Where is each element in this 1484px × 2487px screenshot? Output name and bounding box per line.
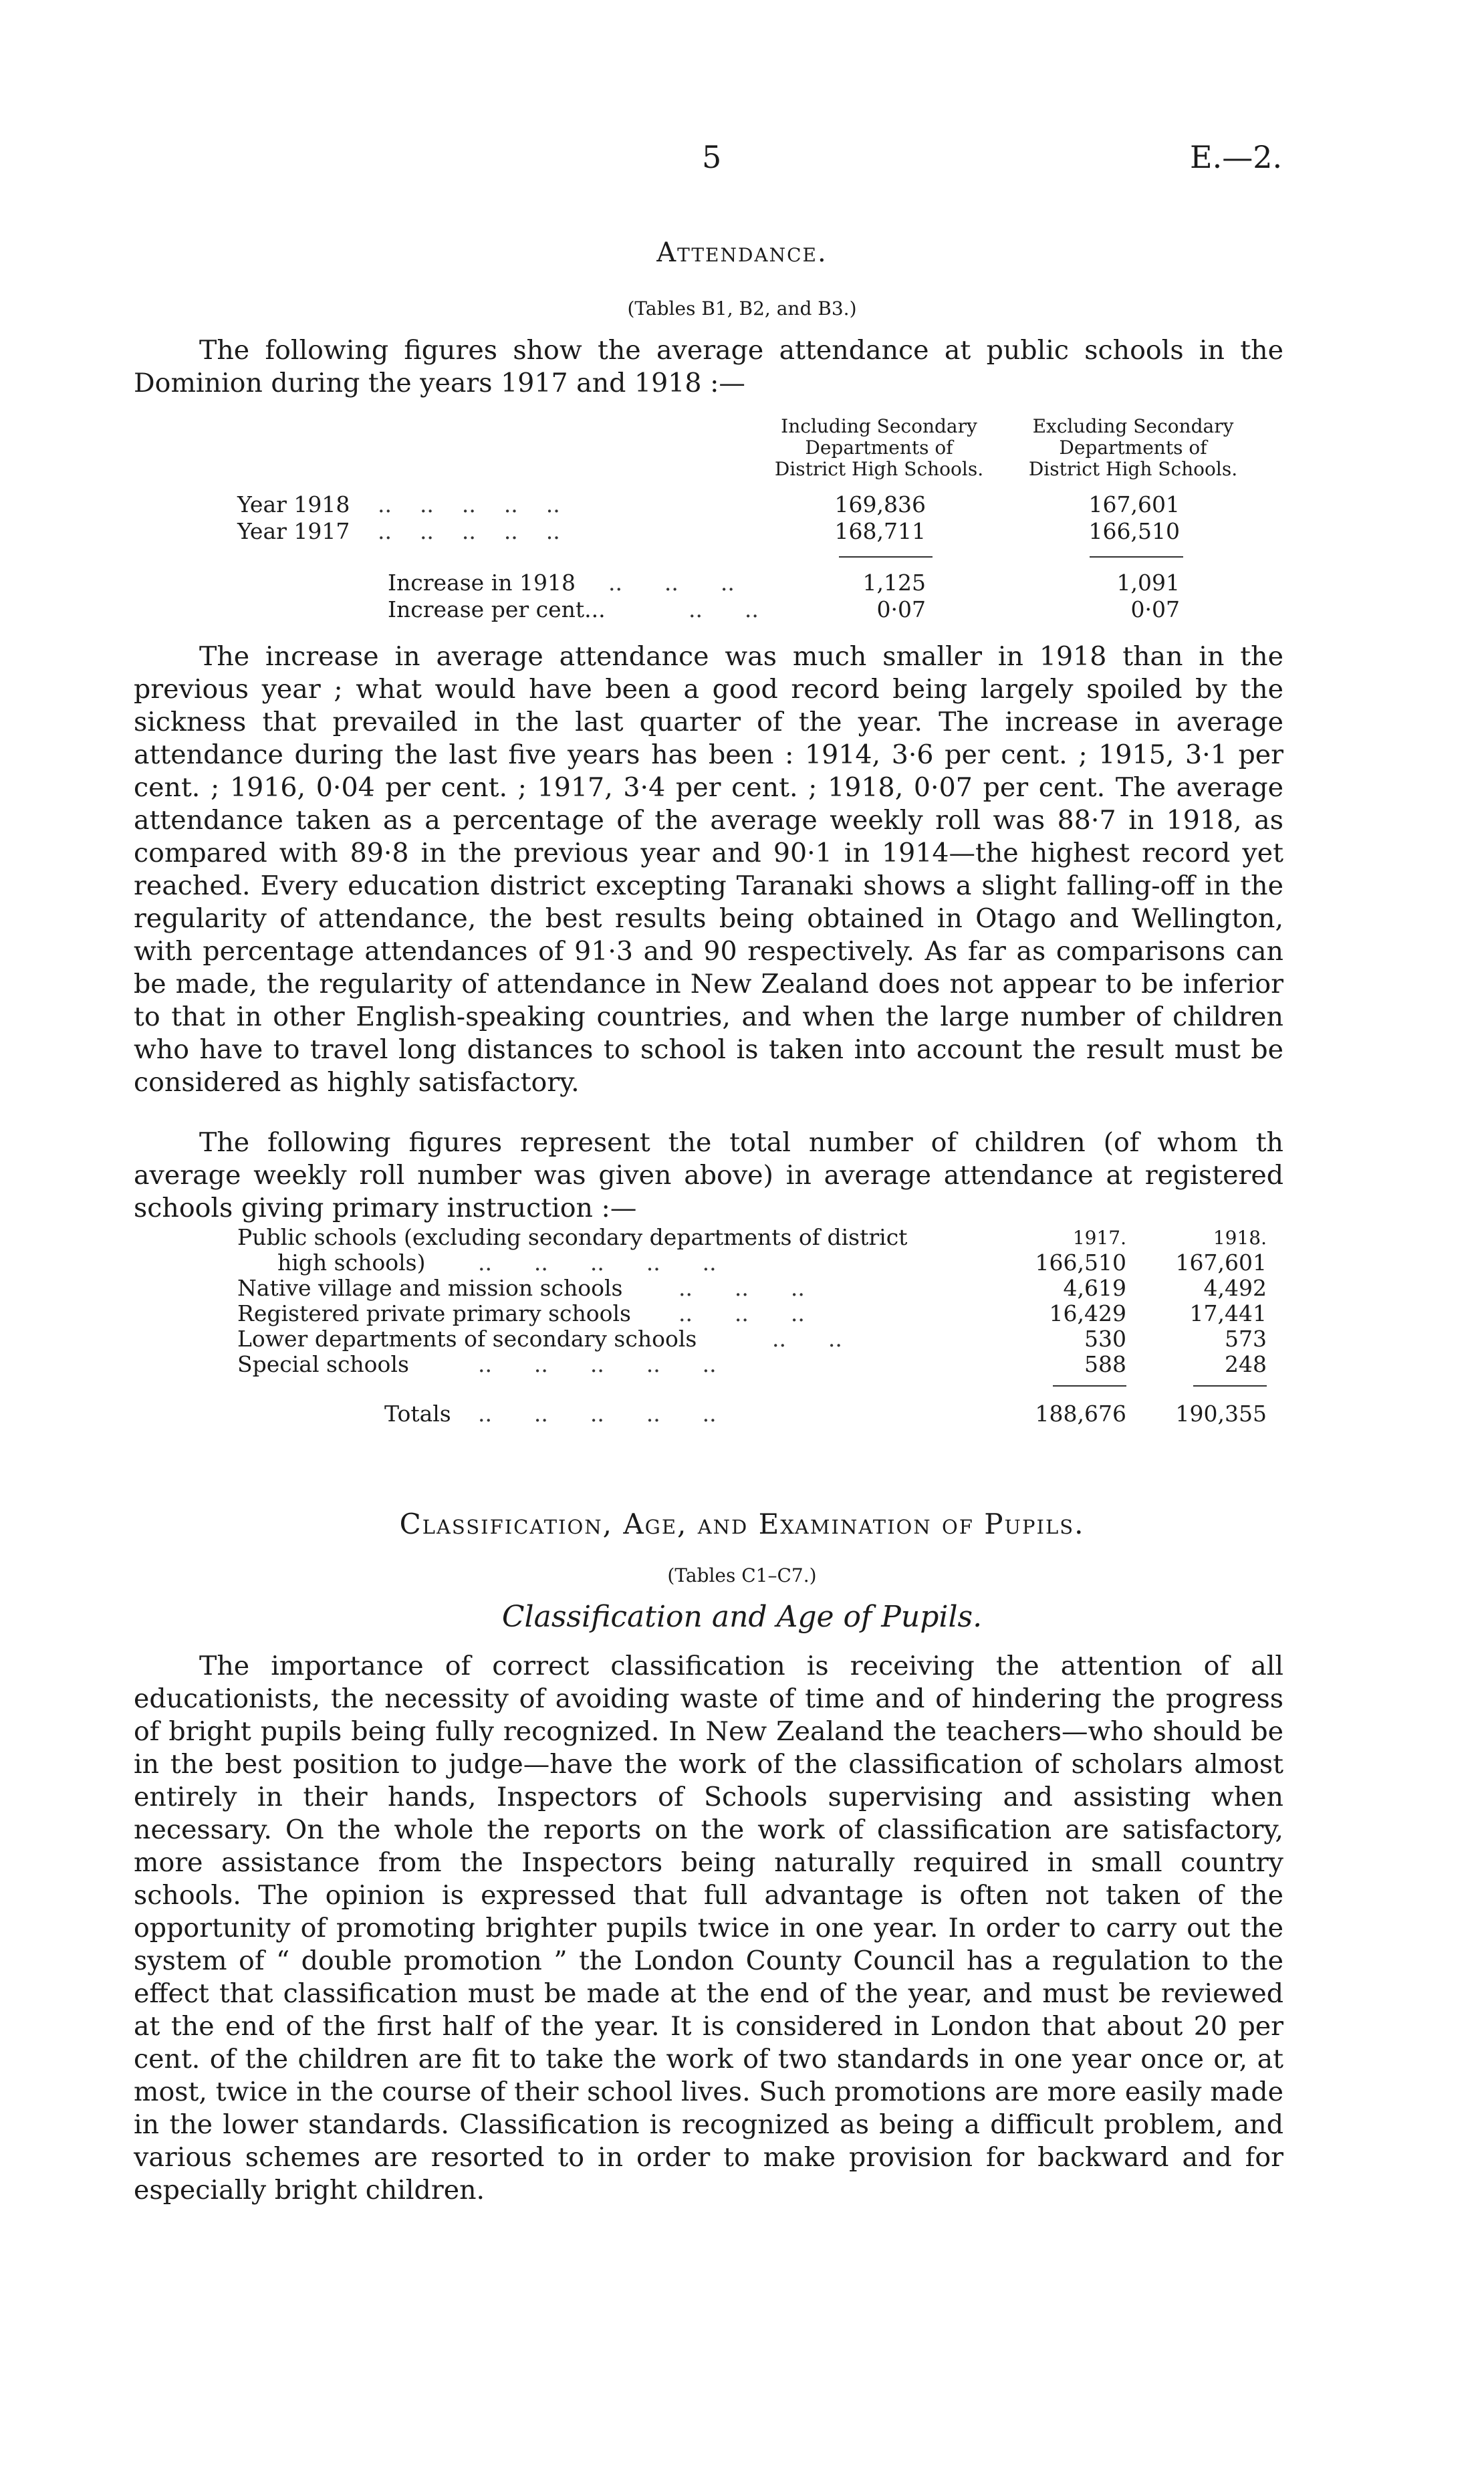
leader-dots: .. .. — [689, 596, 759, 622]
col-header-1918: 1918. — [1213, 1227, 1267, 1249]
leader-dots: .. .. .. .. .. — [378, 518, 560, 544]
leader-dots: .. .. .. — [608, 570, 735, 596]
sum-rule — [839, 556, 933, 558]
sum-rule — [1090, 556, 1183, 558]
row-label: Special schools — [237, 1351, 409, 1377]
value-excluding: 166,510 — [1088, 518, 1180, 544]
classification-heading: Classification, Age, and Examination of Pupils. — [399, 1508, 1085, 1540]
classification-subheading: Classification and Age of Pupils. — [501, 1600, 983, 1634]
leader-dots: .. .. .. — [678, 1300, 805, 1326]
value-1917: 530 — [1084, 1326, 1126, 1352]
value-1917: 16,429 — [1049, 1300, 1126, 1326]
attendance-intro-text: The following figures show the average attendance at public schools in the Dominion during the years 1917 and 1918 :— — [134, 335, 1283, 398]
row-label: Year 1917 — [237, 518, 350, 544]
attendance-paragraph-1 — [134, 640, 1283, 1099]
leader-dots: .. .. .. .. .. — [378, 491, 560, 517]
increase-percent-row — [237, 597, 1267, 624]
value-excluding: 0·07 — [1130, 596, 1180, 622]
value-1918: 248 — [1225, 1351, 1267, 1377]
row-label: Native village and mission schools — [237, 1275, 623, 1301]
increase-row — [237, 570, 1267, 597]
row-label: Public schools (excluding secondary departments of district — [237, 1224, 908, 1250]
value-1917: 588 — [1084, 1351, 1126, 1377]
value-including: 1,125 — [862, 570, 926, 596]
value-1917: 166,510 — [1035, 1250, 1126, 1276]
paragraph-text: The increase in average attendance was much smaller in 1918 than in the previous year ; what would have been a good record being largely spoiled by the sickness that prevailed in the last quarter of the year. The increase in average attendance during the last five years has been : 1914, 3·6 per cent. ; 1915, 3·1 per cent. ; 1916, 0·04 per cent. ; 1917, 3·4 per cent. ; 1918, 0·07 per cent. The average attendance taken as a percentage of the average weekly roll was 88·7 in 1918, as compared with 89·8 in the previous year and 90·1 in 1914—the highest record yet reached. Every education district excepting Taranaki shows a slight falling-off in the regularity of attendance, the best results being obtained in Otago and Wellington, with percentage attendances of 91·3 and 90 respectively. As far as comparisons can be made, the regularity of attendance in New Zealand does not appear to be inferior to that in other English-speaking countries, and when the large number of children who have to travel long distances to school is taken into account the result must be considered as highly satisfactory. — [134, 641, 1283, 1098]
row-label: Increase per cent... — [388, 596, 606, 622]
total-1918: 190,355 — [1175, 1401, 1267, 1427]
col-header-1917: 1917. — [1072, 1227, 1126, 1249]
classification-tables-ref: (Tables C1–C7.) — [667, 1564, 817, 1586]
paragraph-text: The following figures represent the total number of children (of whom th average weekly roll number was given above) in average attendance at registered schools giving primary instruction :— — [134, 1127, 1283, 1223]
value-excluding: 167,601 — [1088, 491, 1180, 517]
attendance-row-1918 — [237, 492, 1267, 519]
page-number: 5 — [702, 139, 722, 175]
value-including: 0·07 — [876, 596, 926, 622]
row-label: Year 1918 — [237, 491, 350, 517]
row-label: Lower departments of secondary schools — [237, 1326, 697, 1352]
value-including: 169,836 — [834, 491, 926, 517]
leader-dots: .. .. — [772, 1326, 842, 1352]
value-excluding: 1,091 — [1116, 570, 1180, 596]
classification-paragraph — [134, 1650, 1283, 2207]
value-including: 168,711 — [834, 518, 926, 544]
paragraph-text: The importance of correct classification is receiving the attention of all educationists, the necessity of avoiding waste of time and of hindering the progress of bright pupils being fully recognized. In New Zealand the teachers—who should be in the best position to judge—have the work of the classification of scholars almost entirely in their hands, Inspectors of Schools supervising and assisting when necessary. On the whole the reports on the work of classification are satisfactory, more assistance from the Inspectors being naturally required in small country schools. The opinion is expressed that full advantage is often not taken of the opportunity of promoting brighter pupils twice in one year. In order to carry out the system of “ double promotion ” the London County Council has a regulation to the effect that classification must be made at the end of the year, and must be reviewed at the end of the first half of the year. It is considered in London that about 20 per cent. of the children are fit to take the work of two standards in one year once or, at most, twice in the course of their school lives. Such promotions are more easily made in the lower standards. Classification is recognized as being a difficult problem, and various schemes are resorted to in order to make provision for backward and for especially bright children. — [134, 1651, 1283, 2206]
row-label: Increase in 1918 — [388, 570, 576, 596]
document-reference: E.—2. — [1190, 139, 1283, 175]
sum-rule — [1193, 1385, 1267, 1387]
col-header-including: Including Secondary Departments of District High Schools. — [774, 415, 984, 480]
leader-dots: .. .. .. .. .. — [478, 1351, 717, 1377]
attendance-heading: Attendance. — [656, 237, 828, 268]
value-1918: 167,601 — [1175, 1250, 1267, 1276]
sum-rule — [1053, 1385, 1126, 1387]
leader-dots: .. .. .. .. .. — [478, 1250, 717, 1276]
attendance-paragraph-2 — [134, 1127, 1283, 1225]
totals-label: Totals — [384, 1401, 451, 1427]
attendance-intro — [134, 334, 1283, 400]
row-label: Registered private primary schools — [237, 1300, 631, 1326]
total-1917: 188,676 — [1035, 1401, 1126, 1427]
attendance-tables-ref: (Tables B1, B2, and B3.) — [627, 298, 857, 320]
col-header-excluding: Excluding Secondary Departments of District High Schools. — [1028, 415, 1238, 480]
leader-dots: .. .. .. .. .. — [478, 1401, 717, 1427]
value-1918: 17,441 — [1189, 1300, 1267, 1326]
leader-dots: .. .. .. — [678, 1275, 805, 1301]
row-label: high schools) — [277, 1250, 426, 1276]
value-1918: 4,492 — [1203, 1275, 1267, 1301]
value-1917: 4,619 — [1063, 1275, 1126, 1301]
value-1918: 573 — [1225, 1326, 1267, 1352]
attendance-row-1917 — [237, 519, 1267, 546]
